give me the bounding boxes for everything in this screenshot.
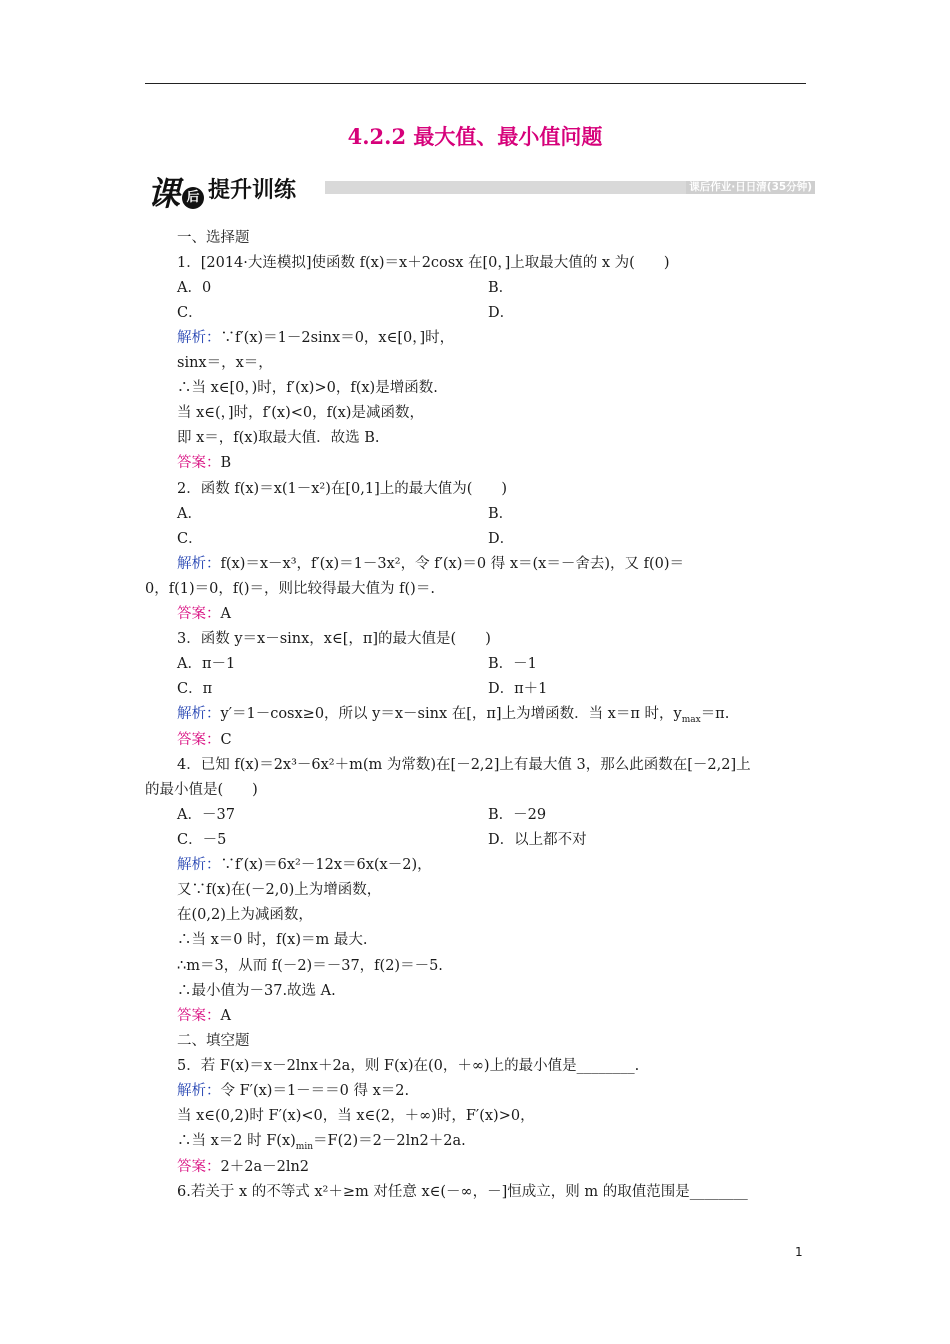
text-line [177,805,235,825]
text-run: ∴当 x∈[0，)时，f′(x)>0，f(x)是增函数. [177,380,438,396]
top-rule [145,83,806,84]
text-line [488,830,587,850]
text-run: C [220,732,232,748]
solution-label: 解析： [177,706,221,722]
text-line [177,1081,409,1101]
text-run: A．－37 [177,807,235,823]
text-line [177,479,507,499]
text-line [177,303,203,323]
text-run: C． [177,531,203,547]
text-line [145,579,435,599]
text-line [177,654,235,674]
text-run: ∵f′(x)＝6x²－12x＝6x(x－2)， [220,857,432,873]
text-run: A．0 [177,280,212,296]
text-run: 3．函数 y＝x－sinx，x∈[，π]的最大值是( ) [177,631,491,647]
text-run: A [220,1008,231,1024]
text-line [177,453,231,473]
text-line [177,1006,231,1026]
page-title: 4.2.2 最大值、最小值问题 [347,124,603,149]
text-run: ∴当 x＝2 时 F(x) [177,1133,296,1149]
text-run: ∴m＝3，从而 f(－2)＝－37，f(2)＝－5. [177,958,443,974]
text-run: 6.若关于 x 的不等式 x²＋≥m 对任意 x∈(－∞，－]恒成立，则 m 的取值范围是________ [177,1184,748,1200]
text-line [177,679,212,699]
text-run: y′＝1－cosx≥0，所以 y＝x－sinx 在[，π]上为增函数．当 x＝π 时，y [220,706,682,722]
text-line [488,654,537,674]
text-run: 即 x＝，f(x)取最大值．故选 B. [177,430,380,446]
text-run: B [220,455,232,471]
subscript: max [681,714,701,725]
text-line [177,730,232,750]
text-run: B． [488,280,514,296]
text-run: ∴当 x＝0 时，f(x)＝m 最大. [177,932,368,948]
text-line [177,1056,639,1076]
text-line [177,604,231,624]
text-run: 5．若 F(x)＝x－2lnx＋2a，则 F(x)在(0，＋∞)上的最小值是________. [177,1058,640,1074]
text-run: 在(0,2)上为减函数， [177,907,313,923]
text-line [177,1106,535,1126]
section-banner [145,168,815,213]
text-line [177,428,380,448]
text-line [145,780,258,800]
text-line [177,1157,309,1177]
text-line [177,880,381,900]
text-line [177,504,202,524]
text-line [177,755,751,775]
text-line [177,855,432,875]
text-line [177,1182,748,1202]
text-line [177,956,443,976]
text-run: 一、选择题 [177,230,250,246]
text-run: B．－1 [488,656,537,672]
banner-heading: 提升训练 [208,178,297,203]
text-run: D．以上都不对 [488,832,587,848]
text-run: D．π＋1 [488,681,548,697]
text-line [177,253,670,273]
text-line [177,905,313,925]
text-run: A． [177,506,202,522]
text-run: 1．[2014·大连模拟]使函数 f(x)＝x＋2cosx 在[0，]上取最大值的 x 为( ) [177,255,670,271]
text-run: C． [177,305,203,321]
answer-label: 答案： [177,732,221,748]
text-run: D． [488,305,515,321]
text-line [177,1131,466,1157]
text-line [177,554,684,574]
text-line [177,1031,250,1051]
text-line [177,278,211,298]
text-line [177,981,336,1001]
text-line [488,679,547,699]
text-line [177,830,226,850]
text-run: 2．函数 f(x)＝x(1－x²)在[0,1]上的最大值为( ) [177,481,508,497]
banner-tag: 课后作业·日日清(35分钟) [686,181,815,194]
text-line [488,529,514,549]
text-run: C．π [177,681,213,697]
text-run: B． [488,506,514,522]
text-run: ＝F(2)＝2－2ln2＋2a. [313,1133,466,1149]
text-line [177,228,250,248]
text-run: 4．已知 f(x)＝2x³－6x²＋m(m 为常数)在[－2,2]上有最大值 3，那么此函数在[－2,2]上 [177,757,751,773]
solution-label: 解析： [177,556,221,572]
text-run: 令 F′(x)＝1－＝＝0 得 x＝2. [220,1083,410,1099]
text-line [177,629,491,649]
banner-logo-char: 课 [147,174,180,213]
solution-label: 解析： [177,330,221,346]
answer-label: 答案： [177,1008,221,1024]
text-run: 当 x∈(0,2)时 F′(x)<0，当 x∈(2，＋∞)时，F′(x)>0， [177,1108,535,1124]
text-run: D． [488,531,515,547]
answer-label: 答案： [177,455,221,471]
text-run: ＝π. [700,706,730,722]
text-line [177,378,438,398]
text-run: A．π－1 [177,656,236,672]
text-run: 2＋2a－2ln2 [220,1159,310,1175]
text-line [177,403,424,423]
text-line [177,704,729,730]
text-line [177,353,273,373]
text-run: 二、填空题 [177,1033,250,1049]
text-run: B．－29 [488,807,547,823]
solution-label: 解析： [177,857,221,873]
text-line [488,504,513,524]
answer-label: 答案： [177,606,221,622]
text-line [177,930,367,950]
text-run: f(x)＝x－x³，f′(x)＝1－3x²，令 f′(x)＝0 得 x＝(x＝－舍去)，又 f(0)＝ [220,556,685,572]
page-number: 1 [795,1245,803,1259]
text-run: A [220,606,231,622]
text-run: 又∵f(x)在(－2,0)上为增函数， [177,882,382,898]
banner-logo-badge: 后 [182,187,204,209]
text-line [177,529,203,549]
text-run: ∴最小值为－37.故选 A. [177,983,336,999]
text-run: 的最小值是( ) [145,782,258,798]
text-line [488,805,546,825]
text-run: sinx＝，x＝， [177,355,273,371]
solution-label: 解析： [177,1083,221,1099]
text-run: ∵f′(x)＝1－2sinx＝0，x∈[0，]时， [220,330,455,346]
text-line [488,278,513,298]
text-run: C．－5 [177,832,227,848]
answer-label: 答案： [177,1159,221,1175]
text-run: 0，f(1)＝0，f()＝，则比较得最大值为 f()＝. [145,581,435,597]
text-line [177,328,454,348]
text-run: 当 x∈(，]时，f′(x)<0，f(x)是减函数， [177,405,424,421]
subscript: min [295,1141,314,1152]
text-line [488,303,514,323]
